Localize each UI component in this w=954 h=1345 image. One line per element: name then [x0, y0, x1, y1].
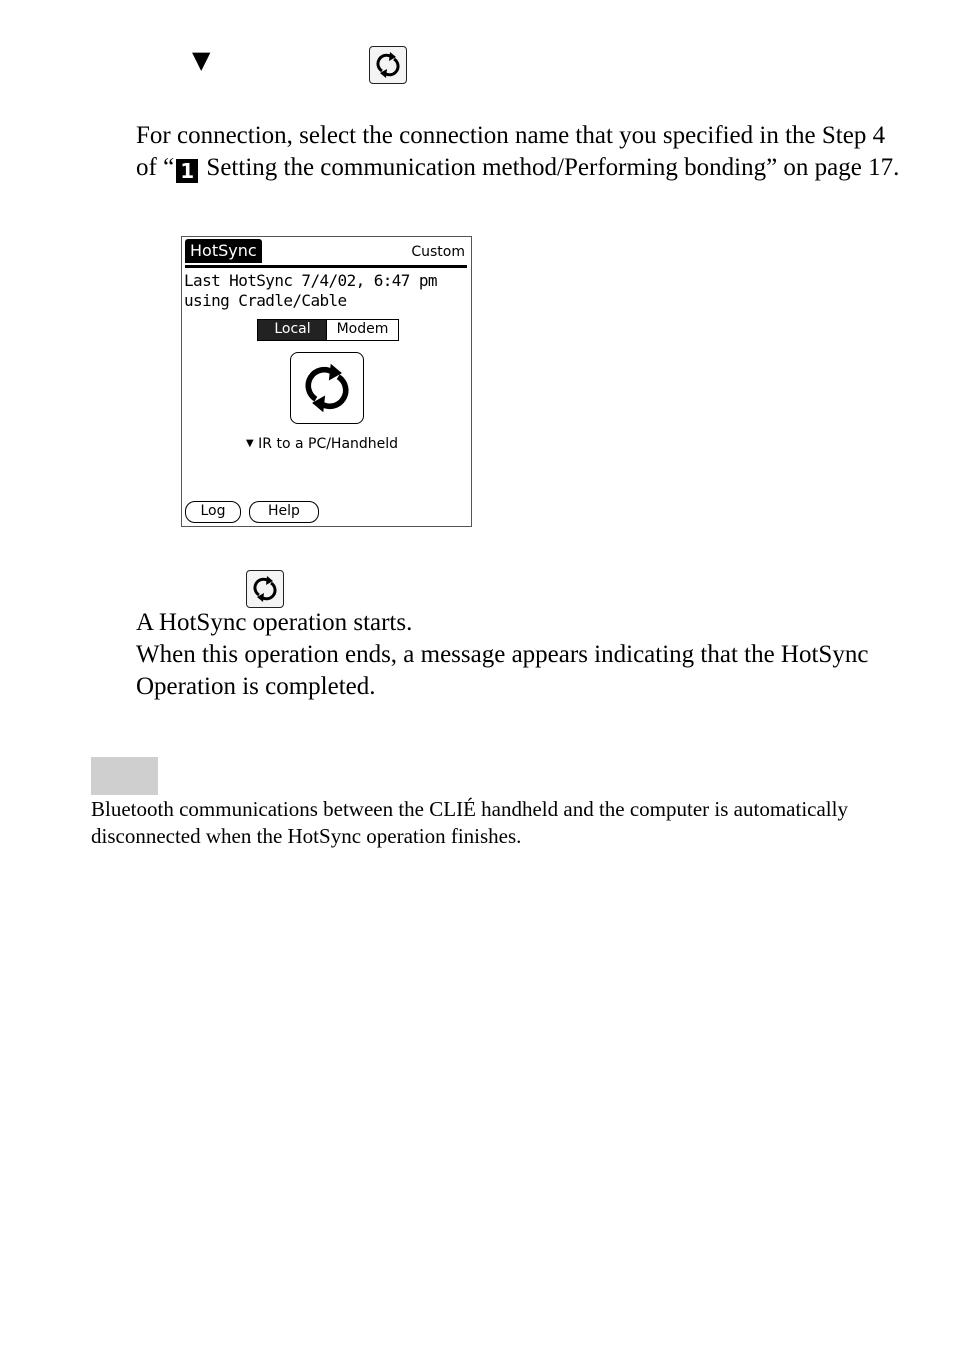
chevron-down-icon: ▼ — [246, 438, 254, 449]
local-tab[interactable]: Local — [257, 319, 328, 341]
instruction-text-1: For connection, select the connection name that you specified in the Step 4 of “ — [136, 122, 886, 181]
note-label-box — [91, 757, 158, 795]
connection-picker[interactable] — [246, 434, 398, 454]
hotsync-icon-glyph — [373, 50, 403, 80]
note-text: Bluetooth communications between the CLIÉ handheld and the computer is automatically disconnected when the HotSync operation finishes. — [91, 797, 848, 848]
result-paragraph — [136, 607, 896, 703]
instruction-text-2: Setting the communication method/Performing bonding” on page 17. — [200, 154, 900, 181]
hotsync-icon[interactable] — [246, 570, 284, 608]
hotsync-title: HotSync — [185, 239, 262, 263]
log-button[interactable]: Log — [185, 501, 241, 523]
instruction-paragraph — [136, 120, 906, 184]
help-button[interactable]: Help — [249, 501, 319, 523]
hotsync-icon[interactable] — [369, 46, 407, 84]
last-sync-line-1: Last HotSync 7/4/02, 6:47 pm — [184, 271, 437, 290]
hotsync-button[interactable] — [290, 352, 364, 424]
modem-tab[interactable]: Modem — [326, 319, 399, 341]
connection-label: IR to a PC/Handheld — [258, 436, 399, 452]
hotsync-title-bar — [185, 239, 467, 268]
step-number-badge: 1 — [176, 159, 198, 183]
hotsync-screen — [181, 236, 472, 527]
last-sync-line-2: using Cradle/Cable — [184, 291, 347, 310]
down-arrow-icon: ▼ — [192, 46, 211, 74]
hotsync-icon-glyph — [250, 574, 280, 604]
hotsync-icon — [299, 360, 355, 416]
result-line-1: A HotSync operation starts. — [136, 609, 413, 636]
result-line-2: When this operation ends, a message appears indicating that the HotSync Operation is completed. — [136, 641, 869, 700]
custom-menu[interactable]: Custom — [411, 244, 465, 260]
